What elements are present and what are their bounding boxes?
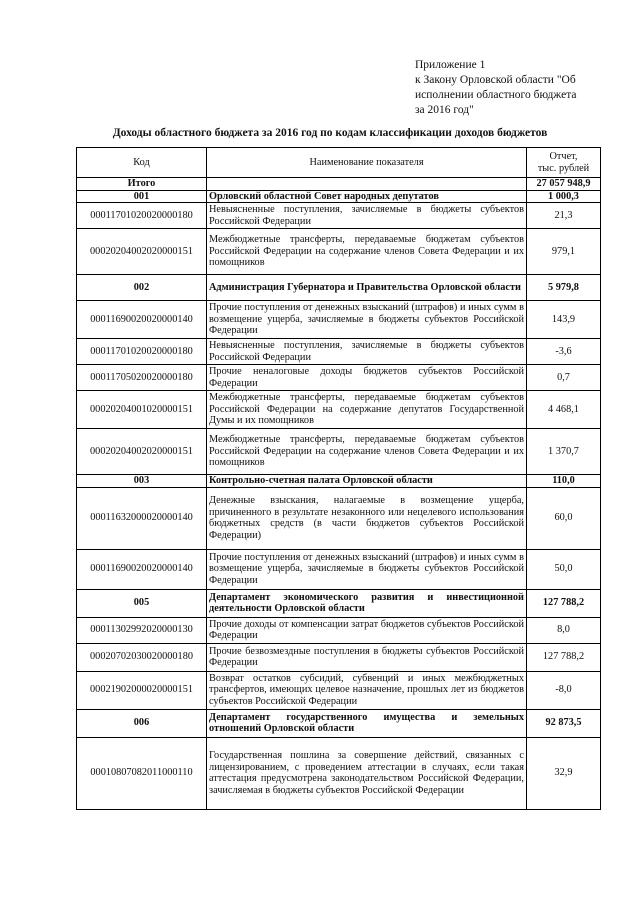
table-row: [77, 487, 601, 549]
row-amount: 143,9: [527, 301, 601, 339]
row-code: 005: [77, 589, 207, 617]
row-name: Прочие поступления от денежных взысканий (штрафов) и иных сумм в возмещение ущерба, зачисляемые в бюджеты субъектов Российской Федерации: [207, 549, 527, 589]
header-amount: [527, 148, 601, 178]
row-code: 00021902000020000151: [77, 671, 207, 709]
row-amount: 1 370,7: [527, 429, 601, 475]
row-name: Возврат остатков субсидий, субвенций и иных межбюджетных трансфертов, имеющих целевое назначение, прошлых лет из бюджетов субъектов Российской Федерации: [207, 671, 527, 709]
table-row: [77, 617, 601, 643]
row-amount: 4 468,1: [527, 391, 601, 429]
row-amount: 92 873,5: [527, 709, 601, 737]
table-row: [77, 475, 601, 488]
row-code: 00011705020020000180: [77, 365, 207, 391]
row-name: Межбюджетные трансферты, передаваемые бюджетам субъектов Российской Федерации на содержание членов Совета Федерации и их помощников: [207, 229, 527, 275]
row-amount: 979,1: [527, 229, 601, 275]
revenue-table: [76, 147, 601, 810]
row-name: Невыясненные поступления, зачисляемые в бюджеты субъектов Российской Федерации: [207, 339, 527, 365]
row-name: Орловский областной Совет народных депутатов: [207, 190, 527, 203]
table-row: [77, 339, 601, 365]
row-amount: 127 788,2: [527, 589, 601, 617]
row-amount: 127 788,2: [527, 643, 601, 671]
row-name: Межбюджетные трансферты, передаваемые бюджетам субъектов Российской Федерации на содержание членов Совета Федерации и их помощников: [207, 429, 527, 475]
annex-block: [415, 58, 615, 118]
row-amount: 110,0: [527, 475, 601, 488]
row-amount: 0,7: [527, 365, 601, 391]
row-amount: 5 979,8: [527, 275, 601, 301]
row-name: Невыясненные поступления, зачисляемые в бюджеты субъектов Российской Федерации: [207, 203, 527, 229]
row-code: 00020204001020000151: [77, 391, 207, 429]
annex-line-1: Приложение 1: [415, 59, 486, 71]
row-amount: 60,0: [527, 487, 601, 549]
row-code: 001: [77, 190, 207, 203]
table-row: [77, 301, 601, 339]
table-row: [77, 549, 601, 589]
table-header-row: [77, 148, 601, 178]
row-code: 00011690020020000140: [77, 301, 207, 339]
table-row: [77, 709, 601, 737]
table-row: [77, 275, 601, 301]
row-name: Межбюджетные трансферты, передаваемые бюджетам субъектов Российской Федерации на содержание депутатов Государственной Думы и их помощников: [207, 391, 527, 429]
row-name: Государственная пошлина за совершение действий, связанных с лицензированием, с проведением аттестации в случаях, если такая аттестация предусмотрена законодательством Российской Федерации, зачисляемая в бюджеты субъектов Российской Федерации: [207, 737, 527, 809]
table-row: [77, 391, 601, 429]
row-amount: 1 000,3: [527, 190, 601, 203]
total-amount: 27 057 948,9: [527, 178, 601, 191]
table-row: [77, 737, 601, 809]
document-title: Доходы областного бюджета за 2016 год по кодам классификации доходов бюджетов: [112, 127, 548, 139]
header-name: Наименование показателя: [207, 148, 527, 178]
header-amount-line-2: тыс. рублей: [537, 162, 590, 174]
table-row: [77, 190, 601, 203]
row-code: 00011690020020000140: [77, 549, 207, 589]
table-row: [77, 671, 601, 709]
row-name: Прочие неналоговые доходы бюджетов субъектов Российской Федерации: [207, 365, 527, 391]
table-row: [77, 643, 601, 671]
row-name: Администрация Губернатора и Правительства Орловской области: [207, 275, 527, 301]
row-code: 006: [77, 709, 207, 737]
row-amount: -8,0: [527, 671, 601, 709]
table-row: [77, 203, 601, 229]
row-code: 00010807082011000110: [77, 737, 207, 809]
row-code: 00020204002020000151: [77, 229, 207, 275]
row-name: Прочие доходы от компенсации затрат бюджетов субъектов Российской Федерации: [207, 617, 527, 643]
header-amount-line-1: Отчет,: [549, 150, 578, 162]
row-amount: -3,6: [527, 339, 601, 365]
row-amount: 32,9: [527, 737, 601, 809]
row-code: 00011632000020000140: [77, 487, 207, 549]
annex-line-2: к Закону Орловской области "Об: [415, 74, 576, 86]
header-code: Код: [77, 148, 207, 178]
total-label: Итого: [77, 178, 207, 191]
row-code: 00011701020020000180: [77, 339, 207, 365]
total-row: [77, 178, 601, 191]
total-name-empty: [207, 178, 527, 191]
table-row: [77, 429, 601, 475]
row-amount: 21,3: [527, 203, 601, 229]
annex-line-3: исполнении областного бюджета: [415, 89, 577, 101]
row-code: 00020204002020000151: [77, 429, 207, 475]
row-code: 00020702030020000180: [77, 643, 207, 671]
row-name: Прочие безвозмездные поступления в бюджеты субъектов Российской Федерации: [207, 643, 527, 671]
table-row: [77, 589, 601, 617]
row-name: Денежные взыскания, налагаемые в возмещение ущерба, причиненного в результате незаконного или нецелевого использования бюджетных средств (в части бюджетов субъектов Российской Федерации): [207, 487, 527, 549]
table-row: [77, 365, 601, 391]
row-amount: 50,0: [527, 549, 601, 589]
row-name: Департамент государственного имущества и земельных отношений Орловской области: [207, 709, 527, 737]
row-name: Контрольно-счетная палата Орловской области: [207, 475, 527, 488]
row-amount: 8,0: [527, 617, 601, 643]
row-name: Департамент экономического развития и инвестиционной деятельности Орловской области: [207, 589, 527, 617]
row-code: 002: [77, 275, 207, 301]
row-code: 00011701020020000180: [77, 203, 207, 229]
row-name: Прочие поступления от денежных взысканий (штрафов) и иных сумм в возмещение ущерба, зачисляемые в бюджеты субъектов Российской Федерации: [207, 301, 527, 339]
row-code: 003: [77, 475, 207, 488]
annex-line-4: за 2016 год": [415, 104, 474, 116]
table-row: [77, 229, 601, 275]
row-code: 00011302992020000130: [77, 617, 207, 643]
